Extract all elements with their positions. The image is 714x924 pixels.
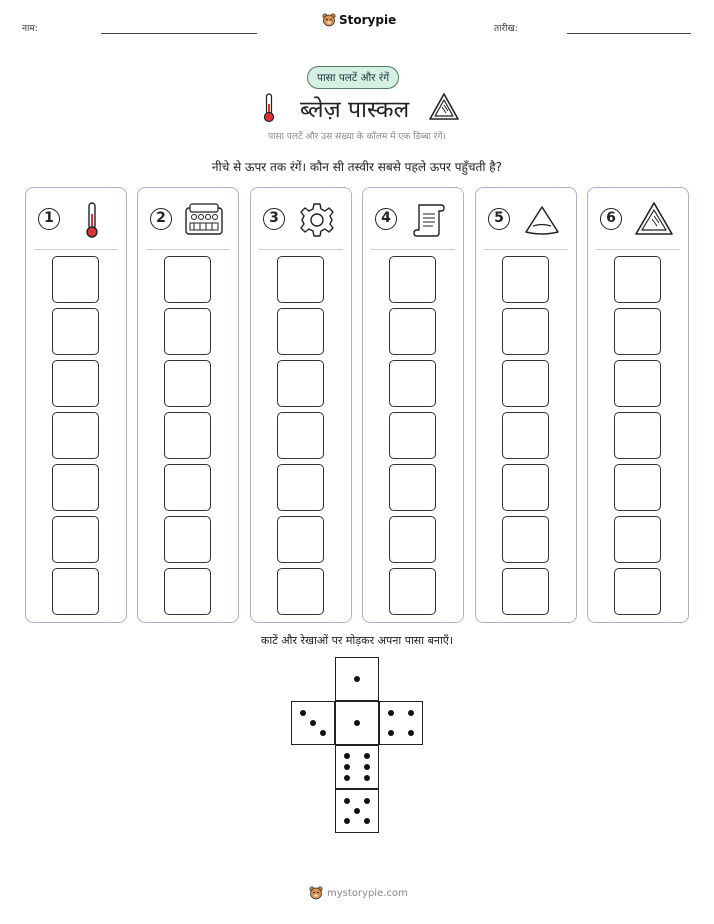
- column-4: [362, 187, 464, 623]
- column-number: 5: [488, 208, 510, 230]
- dice-pip: [344, 798, 350, 804]
- color-box[interactable]: [389, 308, 436, 355]
- color-box[interactable]: [389, 412, 436, 459]
- color-box[interactable]: [52, 360, 99, 407]
- color-box[interactable]: [52, 464, 99, 511]
- color-box[interactable]: [52, 308, 99, 355]
- color-box[interactable]: [164, 412, 211, 459]
- thermometer-icon: [70, 200, 114, 240]
- page-title: ब्लेज़ पास्कल: [300, 97, 410, 123]
- column-divider: [371, 249, 455, 250]
- dice-face-1: [335, 657, 379, 701]
- color-box[interactable]: [52, 516, 99, 563]
- dice-pip: [388, 710, 394, 716]
- dice-pip: [344, 753, 350, 759]
- color-box[interactable]: [277, 412, 324, 459]
- color-box[interactable]: [164, 256, 211, 303]
- column-number: 6: [600, 208, 622, 230]
- dice-face-5: [335, 789, 379, 833]
- column-divider: [259, 249, 343, 250]
- color-box[interactable]: [164, 360, 211, 407]
- dice-pip: [320, 730, 326, 736]
- color-box[interactable]: [164, 464, 211, 511]
- color-box[interactable]: [614, 568, 661, 615]
- color-box[interactable]: [502, 412, 549, 459]
- color-box[interactable]: [277, 464, 324, 511]
- column-5: [475, 187, 577, 623]
- dice-pip: [408, 730, 414, 736]
- column-number: 4: [375, 208, 397, 230]
- color-box[interactable]: [502, 464, 549, 511]
- scroll-icon: [407, 200, 451, 240]
- color-box[interactable]: [614, 360, 661, 407]
- footer: [309, 886, 408, 900]
- color-box[interactable]: [277, 360, 324, 407]
- cut-instruction: काटें और रेखाओं पर मोड़कर अपना पासा बनाएँ।: [260, 634, 454, 647]
- color-box[interactable]: [614, 464, 661, 511]
- color-box[interactable]: [502, 516, 549, 563]
- color-box[interactable]: [52, 256, 99, 303]
- color-box[interactable]: [389, 256, 436, 303]
- column-number: 2: [150, 208, 172, 230]
- color-box[interactable]: [614, 256, 661, 303]
- color-box[interactable]: [614, 516, 661, 563]
- color-box[interactable]: [52, 412, 99, 459]
- color-box[interactable]: [164, 308, 211, 355]
- date-label: तारीख:: [494, 24, 518, 34]
- dice-face-3: [291, 701, 335, 745]
- calculator-machine-icon: [182, 200, 226, 240]
- dice-pip: [310, 720, 316, 726]
- dice-pip: [408, 710, 414, 716]
- dice-pip: [344, 764, 350, 770]
- color-box[interactable]: [277, 308, 324, 355]
- color-box[interactable]: [502, 568, 549, 615]
- color-box[interactable]: [164, 516, 211, 563]
- color-box[interactable]: [389, 464, 436, 511]
- column-3: [250, 187, 352, 623]
- color-box[interactable]: [277, 568, 324, 615]
- instruction-text: नीचे से ऊपर तक रंगें। कौन सी तस्वीर सबसे पहले ऊपर पहुँचती है?: [211, 160, 503, 174]
- color-box[interactable]: [614, 308, 661, 355]
- subtitle: पासा पलटें और उस संख्या के कॉलम में एक डिब्बा रंगें।: [268, 132, 446, 142]
- column-divider: [34, 249, 118, 250]
- dice-pip: [364, 753, 370, 759]
- dice-face-6: [335, 745, 379, 789]
- name-label: नाम:: [22, 24, 38, 34]
- color-box[interactable]: [277, 256, 324, 303]
- footer-url: mystorypie.com: [327, 887, 408, 899]
- column-divider: [146, 249, 230, 250]
- column-6: [587, 187, 689, 623]
- color-box[interactable]: [389, 360, 436, 407]
- triangle-warning-icon: [632, 200, 676, 240]
- gear-icon: [295, 200, 339, 240]
- column-2: [137, 187, 239, 623]
- column-number: 3: [263, 208, 285, 230]
- dice-pip: [344, 818, 350, 824]
- color-box[interactable]: [277, 516, 324, 563]
- bear-mascot-icon: [322, 13, 336, 27]
- dice-pip: [354, 676, 360, 682]
- brand-logo: [322, 13, 396, 27]
- name-line[interactable]: [101, 33, 257, 34]
- dice-pip: [364, 764, 370, 770]
- dice-pip: [300, 710, 306, 716]
- column-1: [25, 187, 127, 623]
- dice-face-4: [379, 701, 423, 745]
- bear-mascot-icon: [309, 886, 323, 900]
- dice-pip: [388, 730, 394, 736]
- color-box[interactable]: [389, 568, 436, 615]
- dice-pip: [364, 775, 370, 781]
- column-number: 1: [38, 208, 60, 230]
- color-box[interactable]: [502, 256, 549, 303]
- dice-pip: [354, 720, 360, 726]
- column-divider: [484, 249, 568, 250]
- color-box[interactable]: [164, 568, 211, 615]
- dice-pip: [344, 775, 350, 781]
- date-line[interactable]: [567, 33, 691, 34]
- triangle-warning-icon: [428, 92, 460, 122]
- activity-badge: पासा पलटें और रंगें: [307, 66, 399, 89]
- dice-pip: [364, 818, 370, 824]
- column-divider: [596, 249, 680, 250]
- thermometer-icon: [262, 92, 276, 124]
- color-box[interactable]: [502, 360, 549, 407]
- color-box[interactable]: [502, 308, 549, 355]
- dice-face-1: [335, 701, 379, 745]
- color-box[interactable]: [389, 516, 436, 563]
- color-box[interactable]: [52, 568, 99, 615]
- dice-pip: [354, 808, 360, 814]
- brand-name: Storypie: [339, 13, 397, 27]
- triangle-icon: [520, 200, 564, 240]
- dice-pip: [364, 798, 370, 804]
- color-box[interactable]: [614, 412, 661, 459]
